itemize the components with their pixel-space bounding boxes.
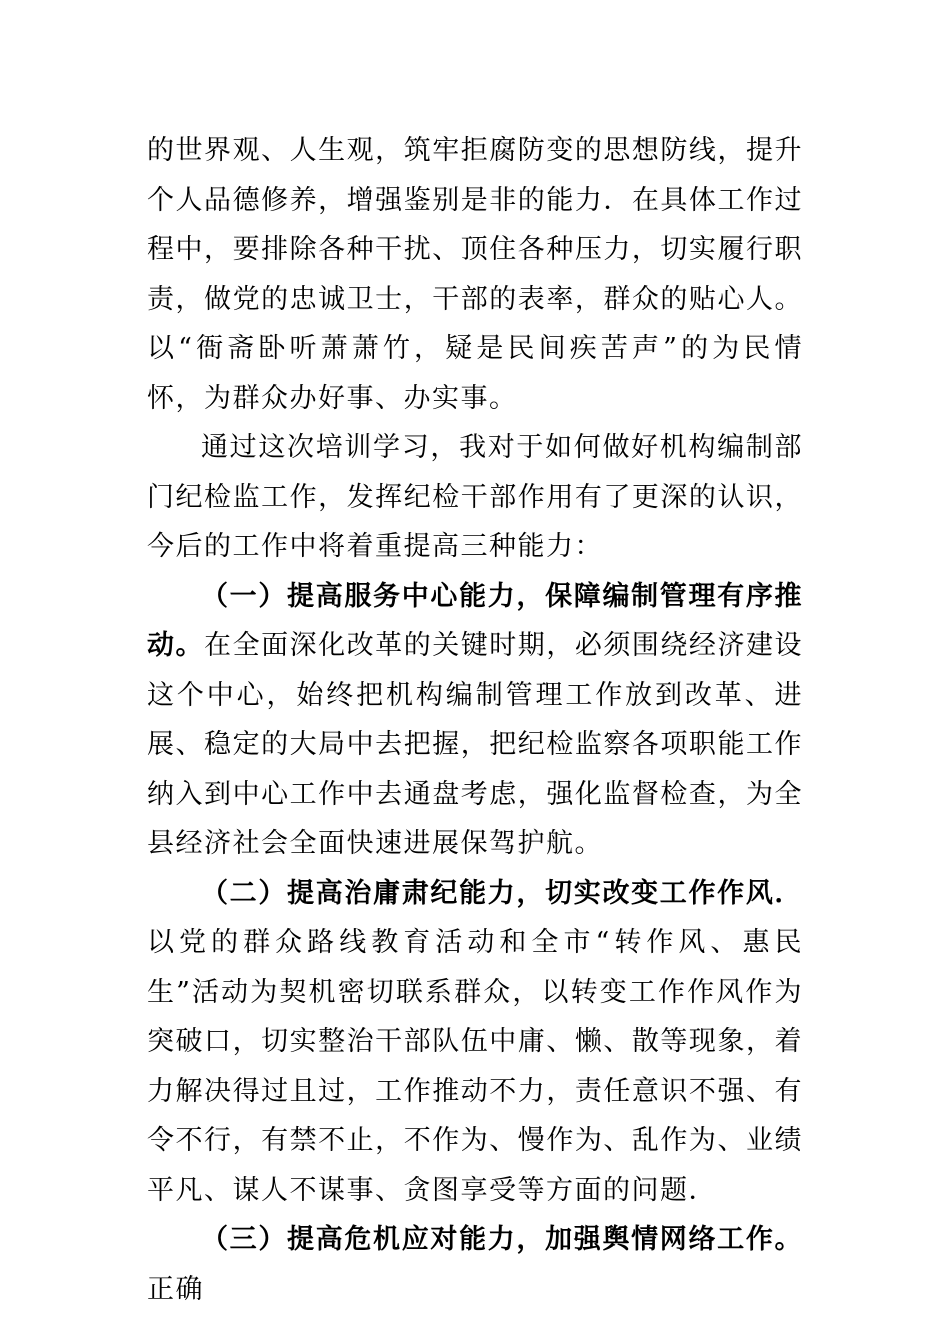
- paragraph-text: 以党的群众路线教育活动和全市“转作风、惠民生”活动为契机密切联系群众，以转变工作作风作为突破口，切实整治干部队伍中庸、懒、散等现象，着力解决得过且过，工作推动不力，责任意识不强、有令不行，有禁不止，不作为、慢作为、乱作为、业绩平凡、谋人不谋事、贪图享受等方面的问题．: [147, 927, 803, 1206]
- paragraph-continuation: [147, 126, 803, 423]
- paragraph-text: 的世界观、人生观，筑牢拒腐防变的思想防线，提升个人品德修养，增强鉴别是非的能力．在具体工作过程中，要排除各种干扰、顶住各种压力，切实履行职责，做党的忠诚卫士，干部的表率，群众的贴心人。以“衙斋卧听萧萧竹，疑是民间疾苦声”的为民情怀，为群众办好事、办实事。: [147, 135, 803, 414]
- paragraph-text: 正确: [147, 1273, 204, 1305]
- section-heading: （三）提高危机应对能力，加强舆情网络工作。: [201, 1224, 803, 1255]
- document-body: [147, 126, 803, 1314]
- paragraph-section-3: [147, 1215, 803, 1314]
- paragraph-text: 通过这次培训学习，我对于如何做好机构编制部门纪检监工作，发挥纪检干部作用有了更深的认识，今后的工作中将着重提高三种能力：: [147, 432, 803, 562]
- section-heading: （二）提高治庸肃纪能力，切实改变工作作风．: [201, 877, 803, 909]
- paragraph-text: 在全面深化改革的关键时期，必须围绕经济建设这个中心，始终把机构编制管理工作放到改革、进展、稳定的大局中去把握，把纪检监察各项职能工作纳入到中心工作中去通盘考虑，强化监督检查，为全县经济社会全面快速进展保驾护航。: [147, 630, 804, 859]
- paragraph-intro: [147, 423, 803, 572]
- paragraph-section-1: [147, 572, 803, 869]
- section-heading: （一）提高服务中心能力，保障编制管理有序推动。: [147, 580, 803, 661]
- paragraph-section-2: [147, 869, 803, 1216]
